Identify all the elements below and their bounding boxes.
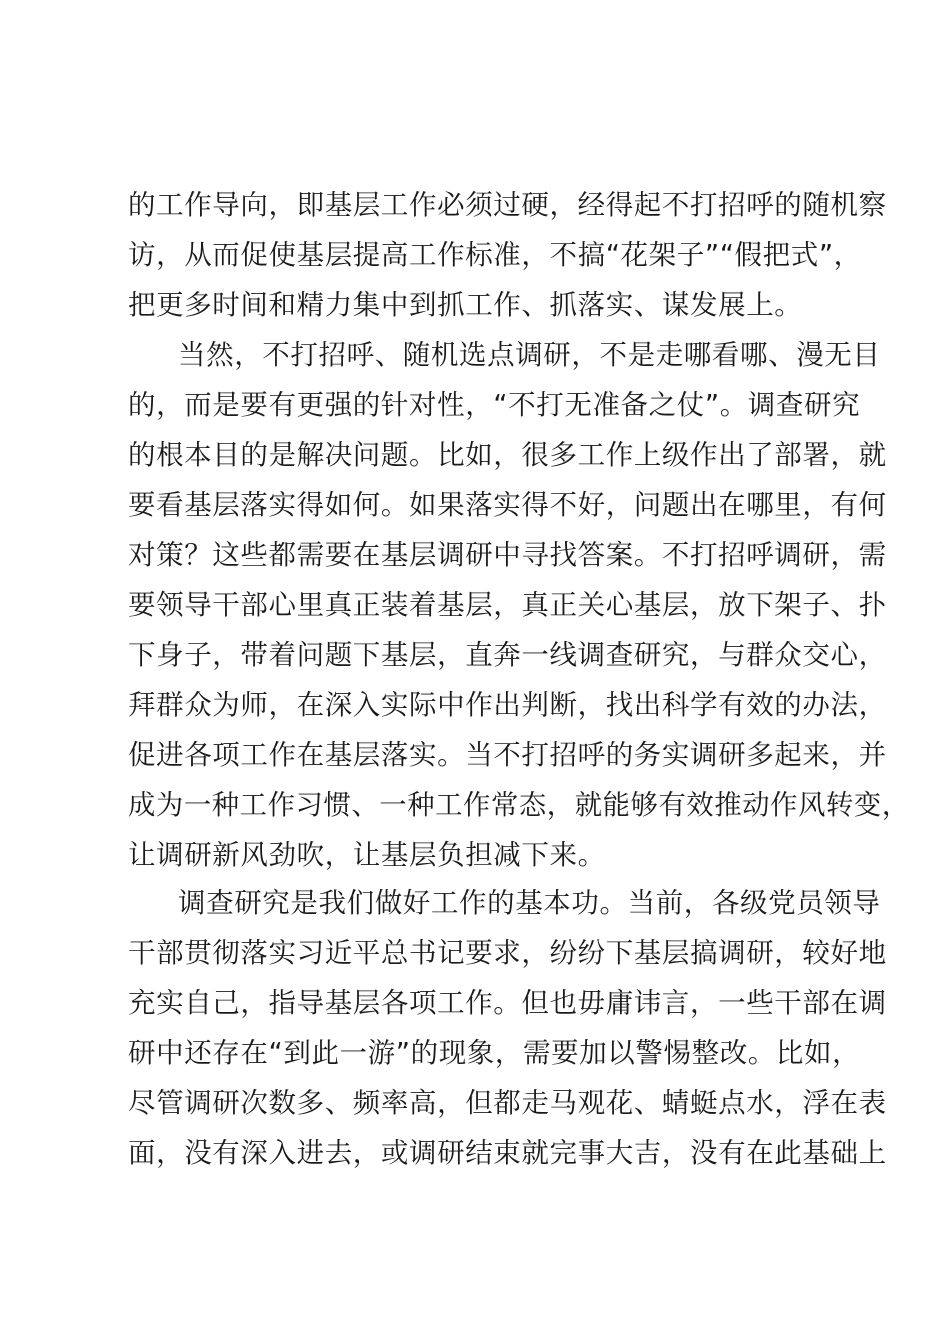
text-line: 研中还存在“到此一游”的现象，需要加以警惕整改。比如， [128, 1037, 861, 1069]
text-line: 对策？这些都需要在基层调研中寻找答案。不打招呼调研，需 [128, 539, 887, 571]
text-line: 要看基层落实得如何。如果落实得不好，问题出在哪里，有何 [128, 489, 887, 521]
text-line: 把更多时间和精力集中到抓工作、抓落实、谋发展上。 [128, 289, 803, 321]
text-line: 拜群众为师，在深入实际中作出判断，找出科学有效的办法， [128, 689, 887, 721]
text-line: 的根本目的是解决问题。比如，很多工作上级作出了部署，就 [128, 439, 887, 471]
text-line: 尽管调研次数多、频率高，但都走马观花、蜻蜓点水，浮在表 [128, 1087, 887, 1119]
paragraph-first-line: 调查研究是我们做好工作的基本功。当前，各级党员领导 [178, 887, 881, 919]
text-line: 成为一种工作习惯、一种工作常态，就能够有效推动作风转变， [128, 789, 910, 821]
text-line: 让调研新风劲吹，让基层负担减下来。 [128, 839, 606, 871]
paragraph-first-line: 当然，不打招呼、随机选点调研，不是走哪看哪、漫无目 [178, 339, 881, 371]
text-line: 干部贯彻落实习近平总书记要求，纷纷下基层搞调研，较好地 [128, 937, 887, 969]
text-line: 面，没有深入进去，或调研结束就完事大吉，没有在此基础上 [128, 1137, 887, 1169]
text-line: 的工作导向，即基层工作必须过硬，经得起不打招呼的随机察 [128, 189, 887, 221]
text-line: 下身子，带着问题下基层，直奔一线调查研究，与群众交心， [128, 639, 887, 671]
text-line: 访，从而促使基层提高工作标准，不搞“花架子”“假把式”， [128, 239, 862, 271]
text-line: 充实自己，指导基层各项工作。但也毋庸讳言，一些干部在调 [128, 987, 887, 1019]
text-line: 促进各项工作在基层落实。当不打招呼的务实调研多起来，并 [128, 739, 887, 771]
text-line: 的，而是要有更强的针对性，“不打无准备之仗”。调查研究 [128, 389, 861, 421]
text-line: 要领导干部心里真正装着基层，真正关心基层，放下架子、扑 [128, 589, 887, 621]
